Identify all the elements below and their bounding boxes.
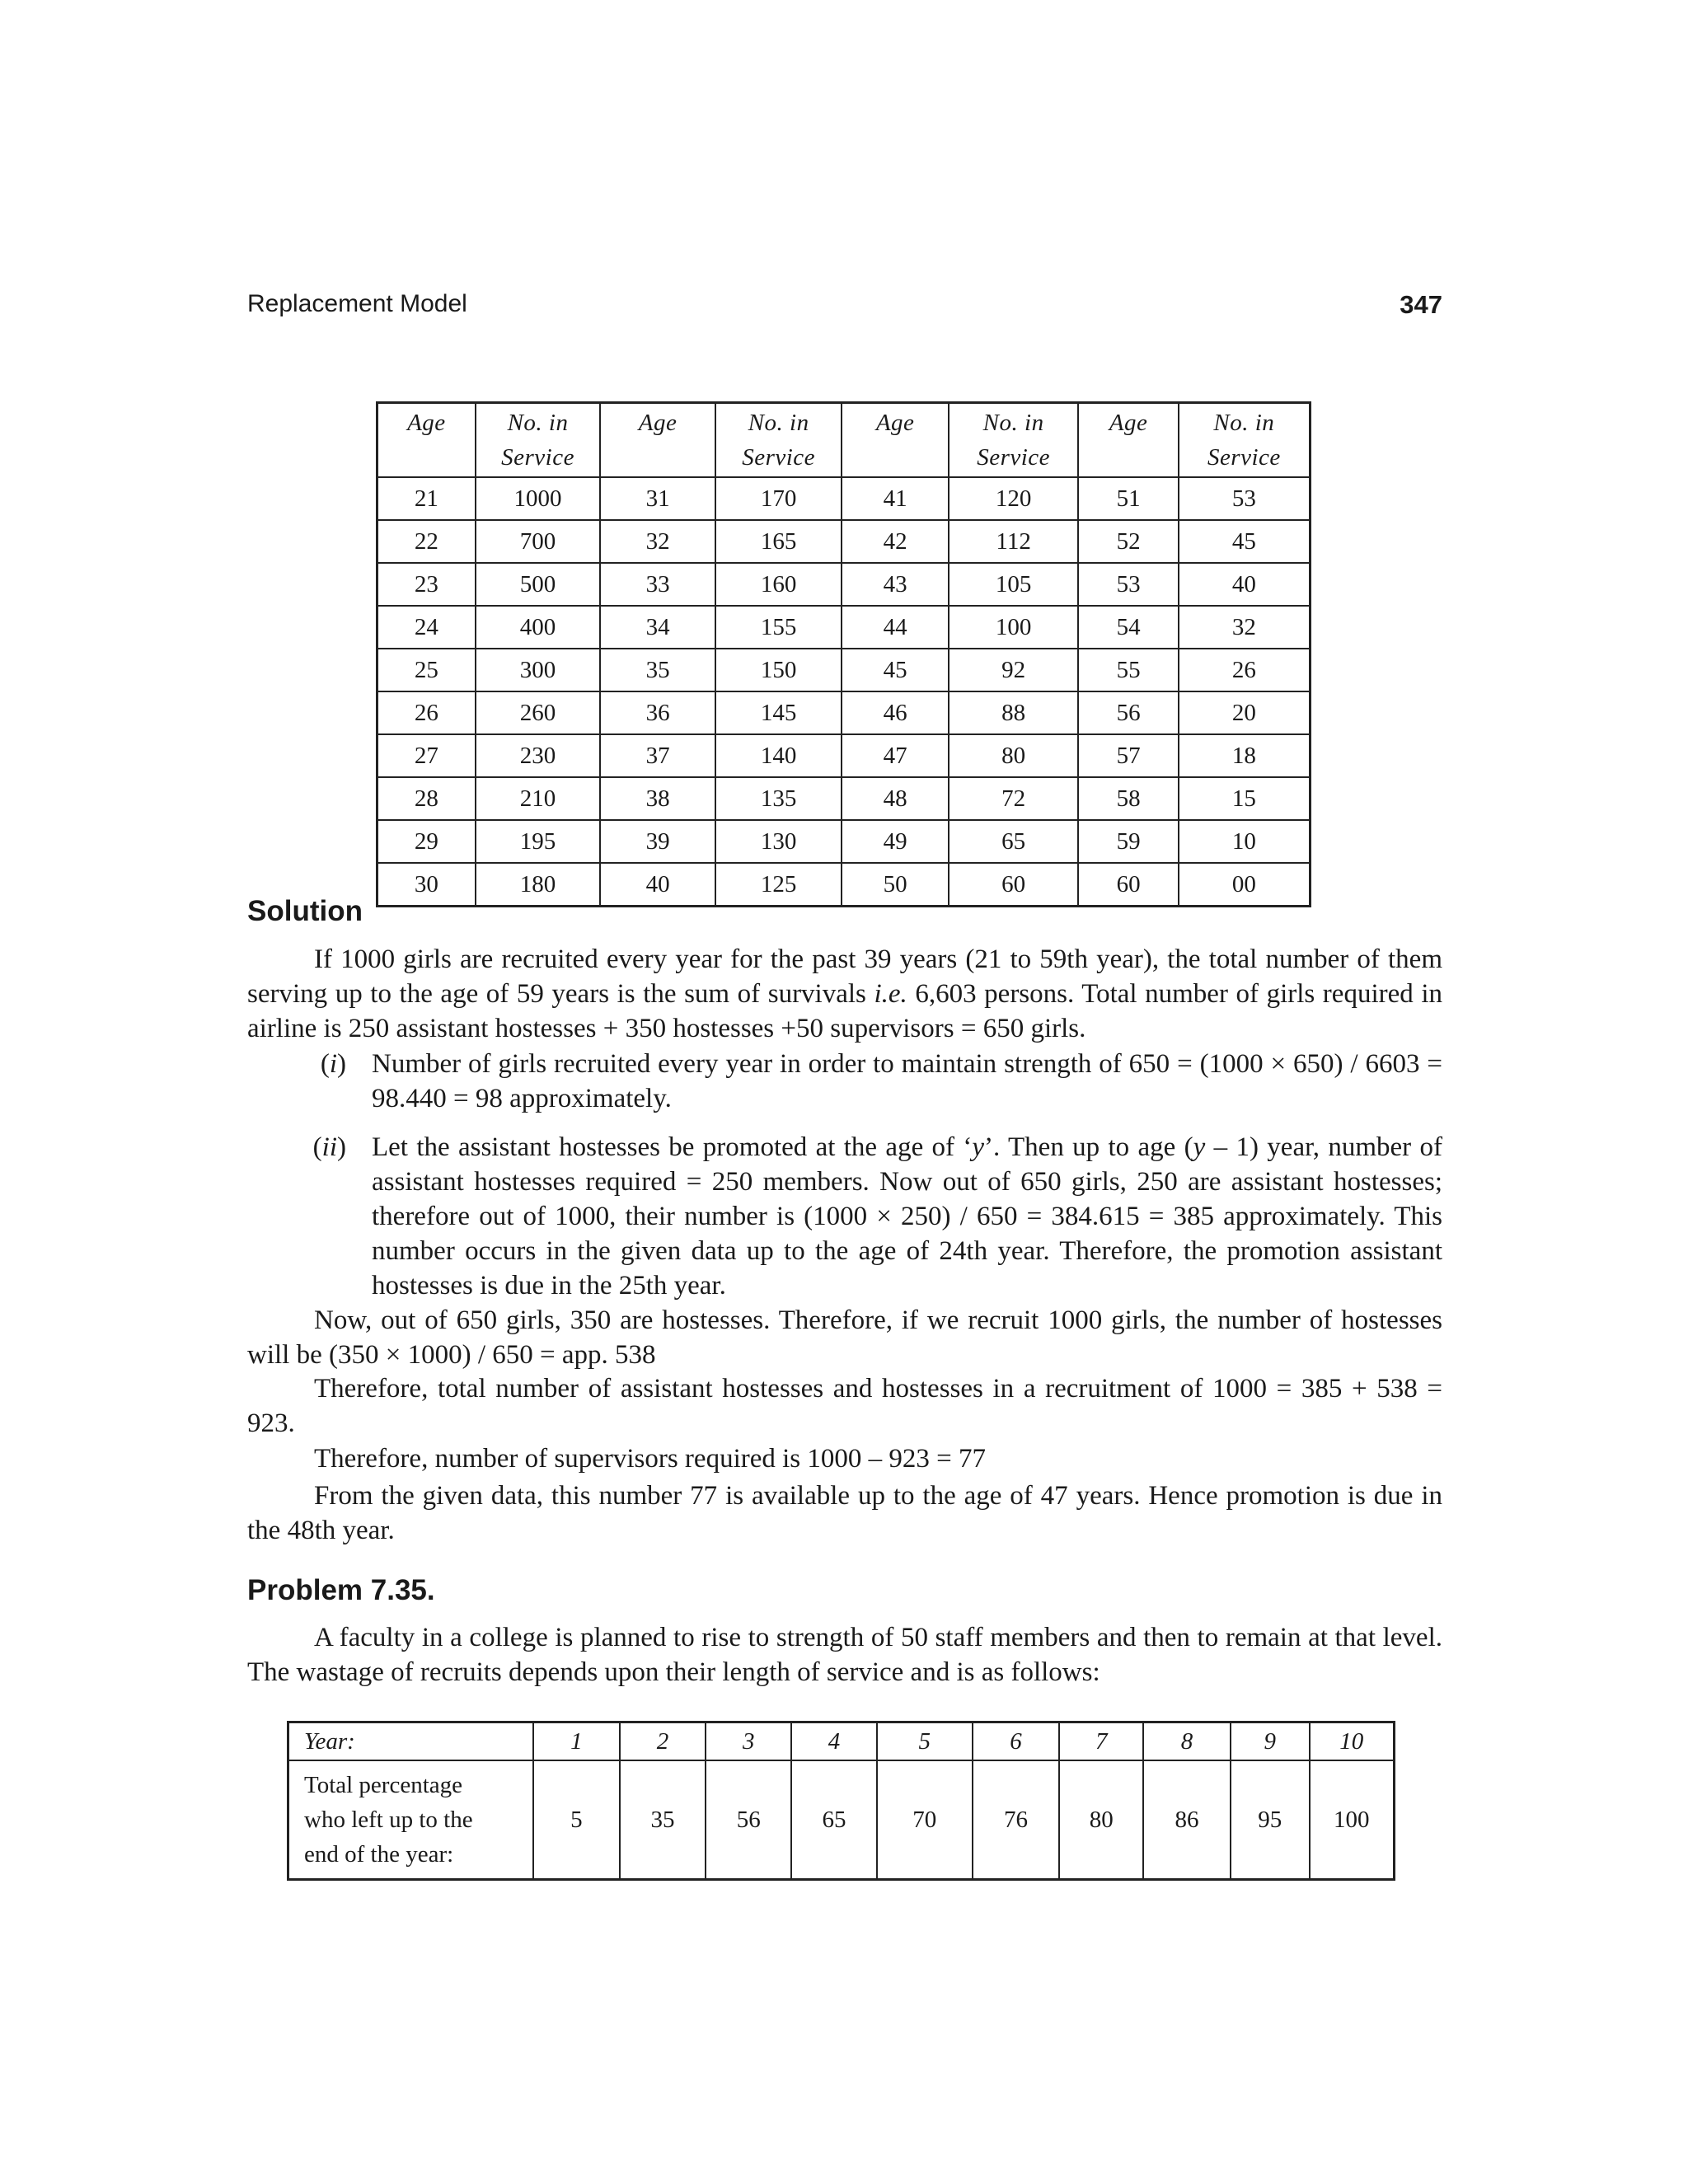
service-table-cell: 29 xyxy=(377,820,476,863)
service-table-cell: 260 xyxy=(476,691,601,734)
service-table-cell: 23 xyxy=(377,563,476,606)
service-table-cell: 53 xyxy=(1078,563,1178,606)
item-ii-part-c: – 1) year, number of assistant hostesses required = 250 members. Now out of 650 girls, 250 are assistant hostesses; therefore out of 1000, their number is (1000 × 250) / 650 = 384.615 = 385 approximately. This number occurs in the given data up to the age of 24th year. Therefore, the promotion assistant hostesses is due in the 25th year. xyxy=(372,1132,1442,1301)
service-table-cell: 38 xyxy=(600,777,715,820)
wastage-year-cell: 3 xyxy=(706,1722,791,1761)
wastage-percentage-label-line: Total percentage xyxy=(304,1772,462,1798)
service-table-cell: 31 xyxy=(600,477,715,520)
page-header xyxy=(247,290,1442,326)
service-table-cell: 34 xyxy=(600,606,715,649)
wastage-percentage-label-line: end of the year: xyxy=(304,1841,454,1868)
wastage-year-cell: 1 xyxy=(533,1722,620,1761)
service-table-header-6: Age xyxy=(1078,403,1178,478)
service-table-cell: 170 xyxy=(715,477,842,520)
service-table-cell: 43 xyxy=(842,563,948,606)
service-table-cell: 44 xyxy=(842,606,948,649)
service-table-cell: 195 xyxy=(476,820,601,863)
item-ii-part-b: ’. Then up to age ( xyxy=(984,1132,1193,1162)
service-table-cell: 24 xyxy=(377,606,476,649)
item-ii-part-a: Let the assistant hostesses be promoted at the age of ‘ xyxy=(372,1132,973,1162)
wastage-percentage-cell: 76 xyxy=(973,1760,1060,1880)
service-table-header-4: Age xyxy=(842,403,948,478)
solution-paragraph-4: Therefore, number of supervisors required is 1000 – 923 = 77 xyxy=(314,1444,986,1474)
service-table-cell: 28 xyxy=(377,777,476,820)
service-table-cell: 145 xyxy=(715,691,842,734)
item-ii-y2: y xyxy=(1193,1132,1206,1162)
service-table-row xyxy=(377,606,1311,649)
service-table-cell: 48 xyxy=(842,777,948,820)
wastage-percentage-cell: 100 xyxy=(1310,1760,1395,1880)
solution-item-ii xyxy=(247,1130,1442,1303)
service-table-cell: 22 xyxy=(377,520,476,563)
service-table-cell: 88 xyxy=(949,691,1079,734)
wastage-year-cell: 10 xyxy=(1310,1722,1395,1761)
service-table-cell: 45 xyxy=(1179,520,1311,563)
service-table-row xyxy=(377,820,1311,863)
item-ii-y1: y xyxy=(972,1132,985,1162)
item-i-number: (i) xyxy=(320,1049,346,1079)
service-table-cell: 35 xyxy=(600,649,715,691)
solution-paragraph-2: Now, out of 650 girls, 350 are hostesses. Therefore, if we recruit 1000 girls, the number of hostesses will be (350 × 1000) / 650 = app. 538 xyxy=(247,1305,1442,1370)
running-title: Replacement Model xyxy=(247,290,467,317)
service-table-cell: 65 xyxy=(949,820,1079,863)
wastage-year-cell: 4 xyxy=(791,1722,877,1761)
service-table-cell: 100 xyxy=(949,606,1079,649)
wastage-percentage-cell: 86 xyxy=(1143,1760,1231,1880)
service-table-header-0: Age xyxy=(377,403,476,478)
service-table-row xyxy=(377,649,1311,691)
service-table-body xyxy=(377,477,1311,907)
service-table-cell: 112 xyxy=(949,520,1079,563)
wastage-year-cell: 2 xyxy=(620,1722,706,1761)
service-table-cell: 72 xyxy=(949,777,1079,820)
service-table-cell: 26 xyxy=(377,691,476,734)
wastage-percentage-cell: 70 xyxy=(877,1760,973,1880)
service-table-cell: 39 xyxy=(600,820,715,863)
service-table-cell: 80 xyxy=(949,734,1079,777)
service-table-cell: 135 xyxy=(715,777,842,820)
service-table-cell: 45 xyxy=(842,649,948,691)
service-table-row xyxy=(377,734,1311,777)
wastage-percentage-label xyxy=(288,1760,533,1880)
service-table-cell: 130 xyxy=(715,820,842,863)
service-table-cell: 1000 xyxy=(476,477,601,520)
service-table-cell: 33 xyxy=(600,563,715,606)
solution-paragraph-5: From the given data, this number 77 is available up to the age of 47 years. Hence promotion is due in the 48th year. xyxy=(247,1481,1442,1545)
problem-heading: Problem 7.35. xyxy=(247,1574,435,1606)
service-table-cell: 57 xyxy=(1078,734,1178,777)
service-table-cell: 21 xyxy=(377,477,476,520)
service-table-cell: 59 xyxy=(1078,820,1178,863)
service-table-cell: 10 xyxy=(1179,820,1311,863)
service-table-cell: 150 xyxy=(715,649,842,691)
service-table-cell: 58 xyxy=(1078,777,1178,820)
service-table-cell: 41 xyxy=(842,477,948,520)
item-i-text: Number of girls recruited every year in order to maintain strength of 650 = (1000 × 650) / 6603 = 98.440 = 98 approximately. xyxy=(372,1049,1442,1113)
service-table-cell: 60 xyxy=(949,863,1079,907)
service-table-cell: 25 xyxy=(377,649,476,691)
service-table-row xyxy=(377,477,1311,520)
service-table-cell: 42 xyxy=(842,520,948,563)
service-table-header-row xyxy=(377,403,1311,478)
wastage-year-row xyxy=(288,1722,1395,1761)
service-table-cell: 53 xyxy=(1179,477,1311,520)
service-table-cell: 26 xyxy=(1179,649,1311,691)
service-table-row xyxy=(377,691,1311,734)
item-ii-number: (ii) xyxy=(312,1132,346,1162)
service-table-cell: 54 xyxy=(1078,606,1178,649)
wastage-year-cell: 9 xyxy=(1231,1722,1310,1761)
service-table-cell: 37 xyxy=(600,734,715,777)
wastage-percentage-label-line: who left up to the xyxy=(304,1807,473,1833)
service-table-cell: 49 xyxy=(842,820,948,863)
service-table-cell: 30 xyxy=(377,863,476,907)
service-table-cell: 140 xyxy=(715,734,842,777)
service-table-cell: 46 xyxy=(842,691,948,734)
service-table-cell: 92 xyxy=(949,649,1079,691)
service-table-cell: 32 xyxy=(1179,606,1311,649)
service-table-cell: 47 xyxy=(842,734,948,777)
service-table-header-5: No. in Service xyxy=(949,403,1079,478)
service-table-cell: 56 xyxy=(1078,691,1178,734)
wastage-percentage-cell: 35 xyxy=(620,1760,706,1880)
service-table-cell: 18 xyxy=(1179,734,1311,777)
service-table-cell: 36 xyxy=(600,691,715,734)
wastage-year-cell: 6 xyxy=(973,1722,1060,1761)
service-table-cell: 180 xyxy=(476,863,601,907)
item-i-roman: i xyxy=(329,1049,337,1079)
service-table-cell: 00 xyxy=(1179,863,1311,907)
service-table-cell: 52 xyxy=(1078,520,1178,563)
service-table-cell: 500 xyxy=(476,563,601,606)
wastage-percentage-cell: 56 xyxy=(706,1760,791,1880)
wastage-year-cell: 8 xyxy=(1143,1722,1231,1761)
service-table-cell: 40 xyxy=(600,863,715,907)
service-table-cell: 60 xyxy=(1078,863,1178,907)
service-table-cell: 230 xyxy=(476,734,601,777)
service-table-cell: 55 xyxy=(1078,649,1178,691)
service-table-row xyxy=(377,563,1311,606)
service-table-row xyxy=(377,863,1311,907)
service-table-cell: 20 xyxy=(1179,691,1311,734)
service-table-cell: 165 xyxy=(715,520,842,563)
solution-heading: Solution xyxy=(247,895,363,927)
service-table-cell: 40 xyxy=(1179,563,1311,606)
page-number: 347 xyxy=(1400,290,1442,319)
service-table-header-1: No. in Service xyxy=(476,403,601,478)
service-table-cell: 120 xyxy=(949,477,1079,520)
service-table-cell: 51 xyxy=(1078,477,1178,520)
solution-item-i xyxy=(247,1047,1442,1116)
item-ii-roman: ii xyxy=(321,1132,337,1162)
wastage-year-label: Year: xyxy=(288,1722,533,1761)
solution-paragraph-1-part-b: 6,603 persons. Total number of girls required in airline is 250 assistant hostesses + 350 hostesses +50 supervisors = 650 girls. xyxy=(247,979,1442,1043)
wastage-percentage-cell: 95 xyxy=(1231,1760,1310,1880)
wastage-table xyxy=(287,1721,1395,1881)
solution-paragraph-1-ie: i.e. xyxy=(874,979,907,1009)
wastage-year-cell: 5 xyxy=(877,1722,973,1761)
wastage-percentage-cell: 65 xyxy=(791,1760,877,1880)
service-table-cell: 27 xyxy=(377,734,476,777)
solution-paragraph-3: Therefore, total number of assistant hostesses and hostesses in a recruitment of 1000 = 385 + 538 = 923. xyxy=(247,1374,1442,1438)
item-ii-text xyxy=(372,1130,1442,1303)
wastage-percentage-cell: 5 xyxy=(533,1760,620,1880)
solution-paragraph-1-part-a: If 1000 girls are recruited every year for the past 39 years (21 to 59th year), the total number of them serving up to the age of 59 years is the sum of survivals xyxy=(247,944,1442,1009)
service-table-cell: 15 xyxy=(1179,777,1311,820)
service-table-cell: 210 xyxy=(476,777,601,820)
service-table-cell: 50 xyxy=(842,863,948,907)
wastage-percentage-cell: 80 xyxy=(1059,1760,1143,1880)
service-table-cell: 400 xyxy=(476,606,601,649)
wastage-percentage-row xyxy=(288,1760,1395,1880)
service-table-cell: 700 xyxy=(476,520,601,563)
service-table-header-3: No. in Service xyxy=(715,403,842,478)
service-table-cell: 32 xyxy=(600,520,715,563)
service-table-row xyxy=(377,777,1311,820)
service-table-header-7: No. in Service xyxy=(1179,403,1311,478)
service-table xyxy=(376,401,1311,907)
service-table-cell: 300 xyxy=(476,649,601,691)
service-table-header-2: Age xyxy=(600,403,715,478)
solution-paragraph-1 xyxy=(247,942,1442,1046)
problem-text: A faculty in a college is planned to rise to strength of 50 staff members and then to remain at that level. The wastage of recruits depends upon their length of service and is as follows: xyxy=(247,1623,1442,1687)
service-table-cell: 105 xyxy=(949,563,1079,606)
service-table-cell: 125 xyxy=(715,863,842,907)
wastage-year-cell: 7 xyxy=(1059,1722,1143,1761)
service-table-cell: 155 xyxy=(715,606,842,649)
service-table-row xyxy=(377,520,1311,563)
service-table-cell: 160 xyxy=(715,563,842,606)
